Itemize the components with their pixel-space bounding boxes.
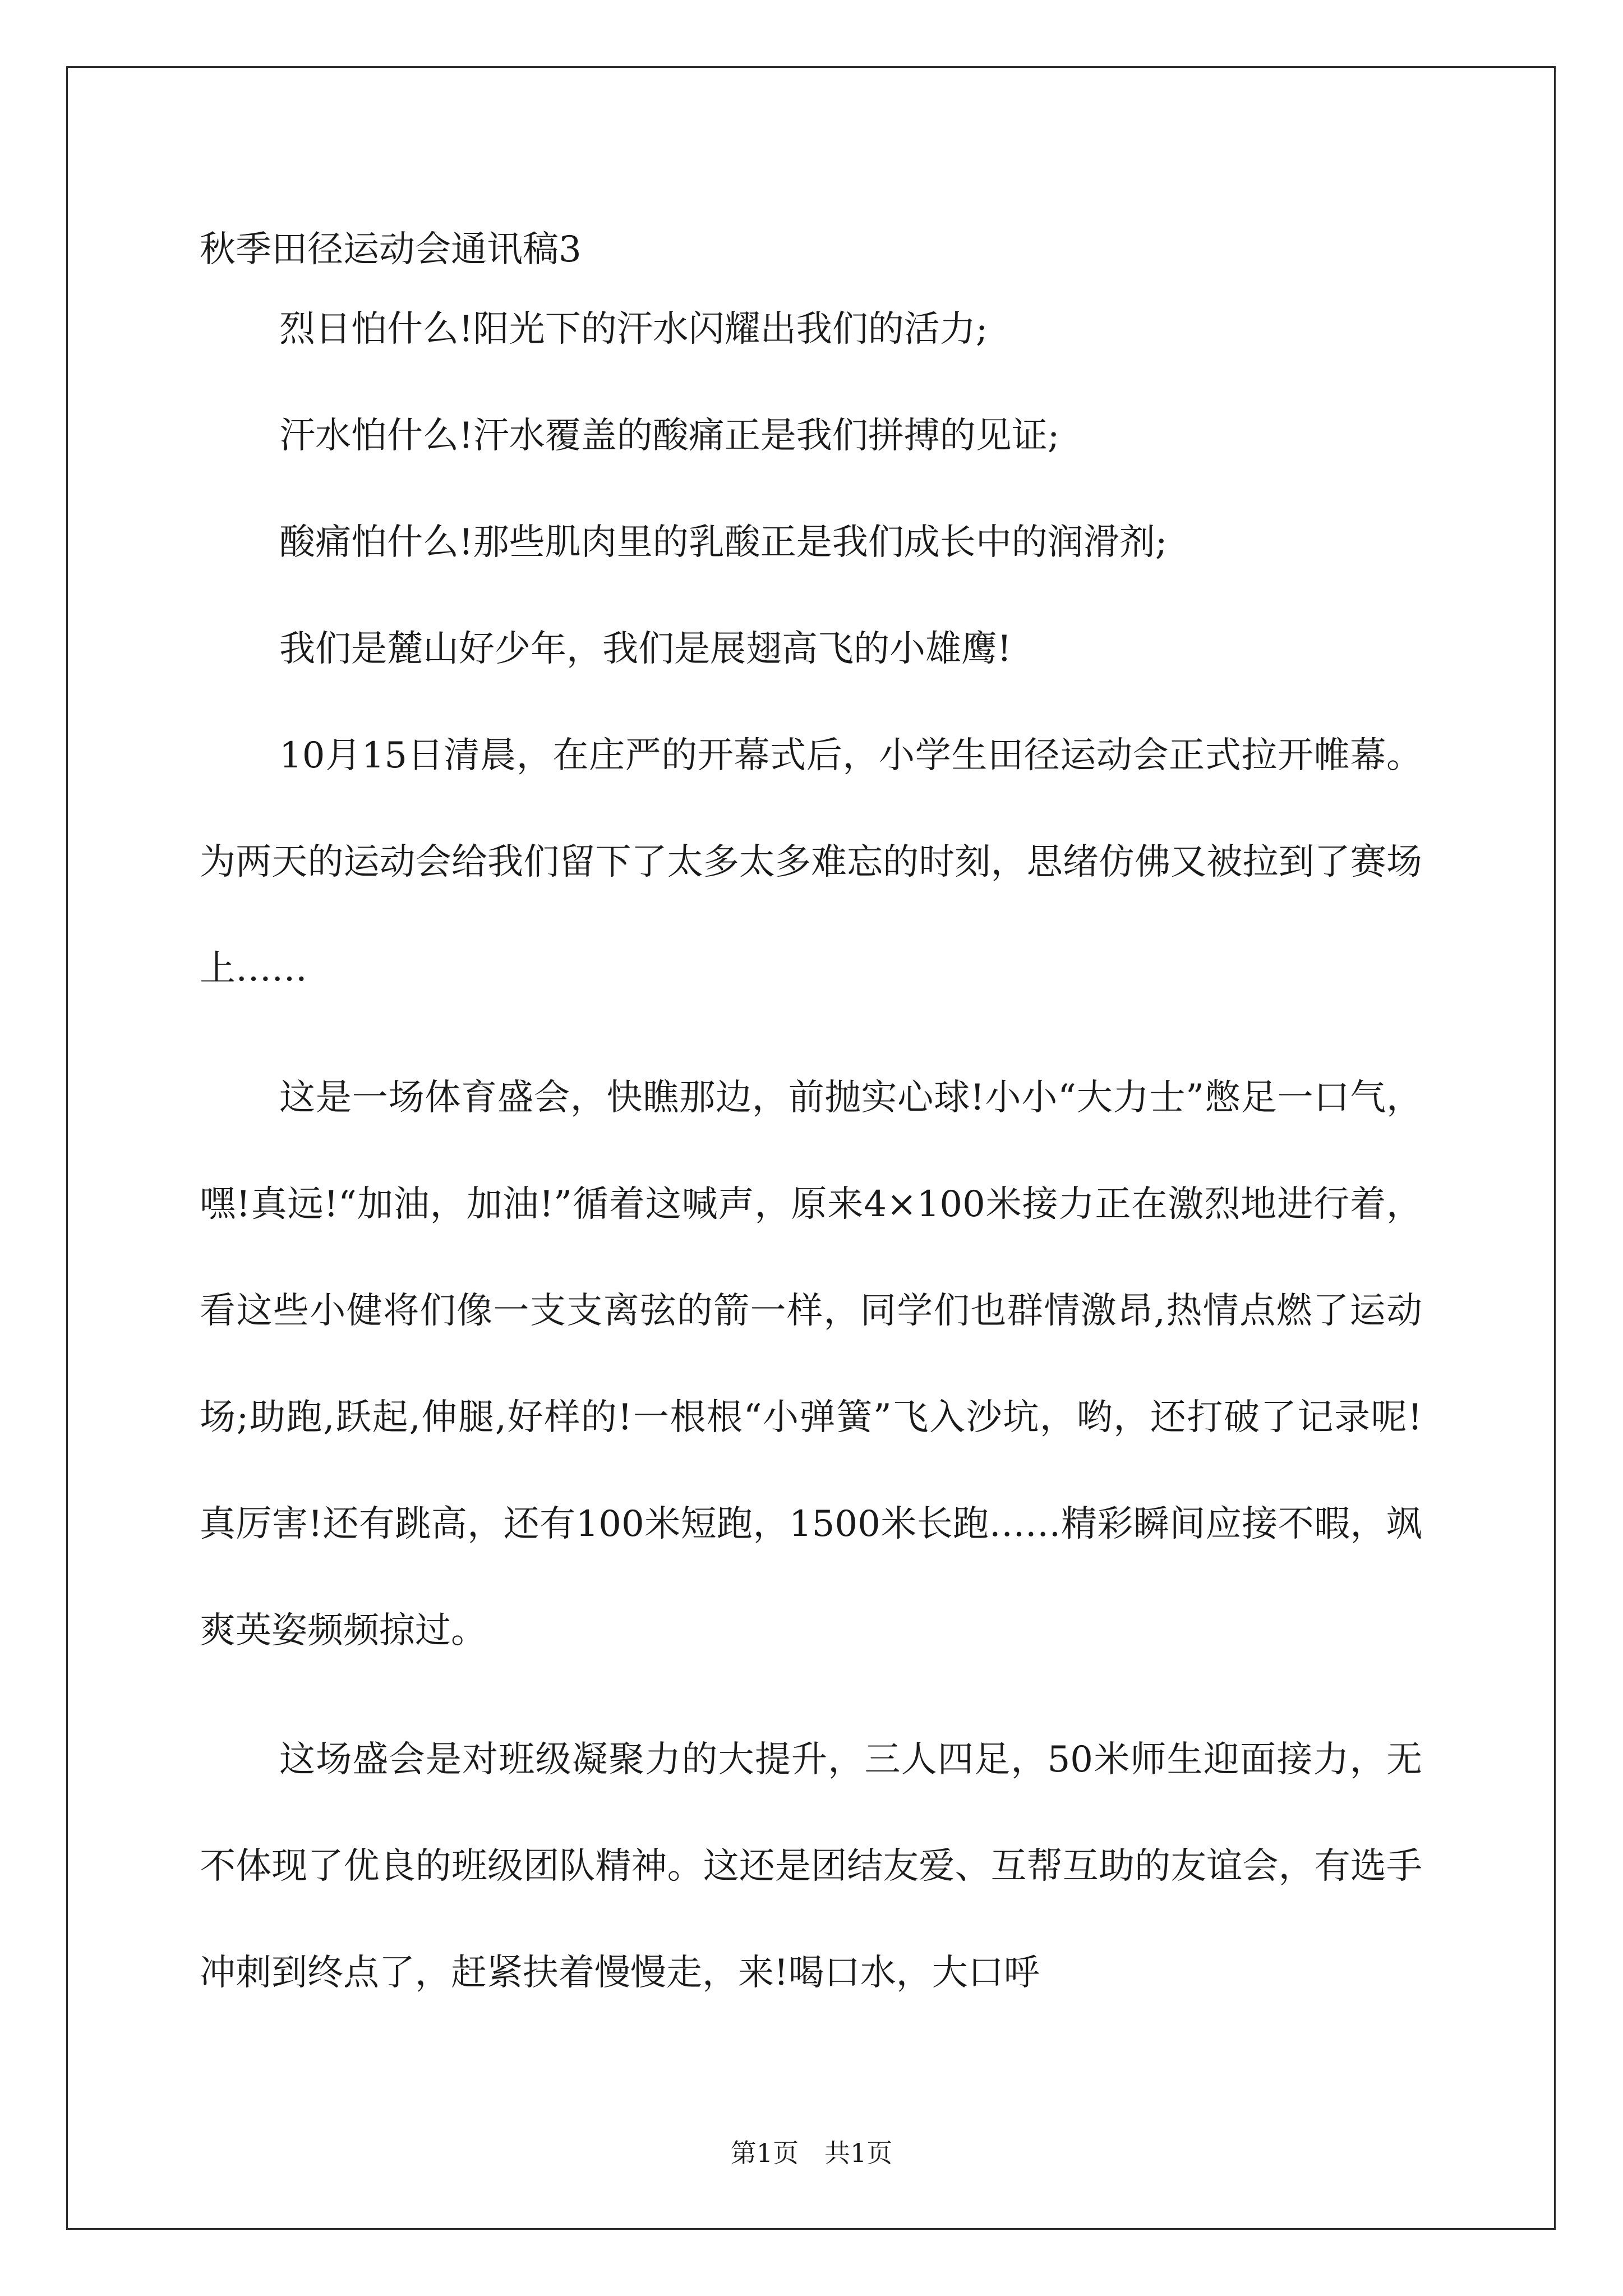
paragraph-3: 这场盛会是对班级凝聚力的大提升，三人四足，50米师生迎面接力，无不体现了优良的班级团队精神。这还是团结友爱、互帮互助的友谊会，有选手冲刺到终点了，赶紧扶着慢慢走，来!喝口水，大口呼 xyxy=(200,1739,1422,1994)
paragraph-1: 10月15日清晨，在庄严的开幕式后，小学生田径运动会正式拉开帷幕。为两天的运动会给我们留下了太多太多难忘的时刻，思绪仿佛又被拉到了赛场上…… xyxy=(200,735,1422,990)
page-footer: 第1页 共1页 xyxy=(730,2138,893,2168)
intro-line-3: 酸痛怕什么!那些肌肉里的乳酸正是我们成长中的润滑剂; xyxy=(279,522,1168,563)
document-body xyxy=(200,224,1422,2026)
document-title: 秋季田径运动会通讯稿3 xyxy=(200,229,582,270)
intro-line-2: 汗水怕什么!汗水覆盖的酸痛正是我们拼搏的见证; xyxy=(279,415,1060,457)
intro-line-1: 烈日怕什么!阳光下的汗水闪耀出我们的活力; xyxy=(279,309,988,350)
intro-line-4: 我们是麓山好少年，我们是展翅高飞的小雄鹰! xyxy=(279,628,1012,670)
paragraph-2: 这是一场体育盛会，快瞧那边，前抛实心球!小小“大力士”憋足一口气，嘿!真远!“加油，加油!”循着这喊声，原来4×100米接力正在激烈地进行着，看这些小健将们像一支支离弦的箭一样，同学们也群情激昂,热情点燃了运动场;助跑,跃起,伸腿,好样的!一根根“小弹簧”飞入沙坑，哟，还打破了记录呢!真厉害!还有跳高，还有100米短跑，1500米长跑……精彩瞬间应接不暇，飒爽英姿频频掠过。 xyxy=(200,1077,1422,1651)
